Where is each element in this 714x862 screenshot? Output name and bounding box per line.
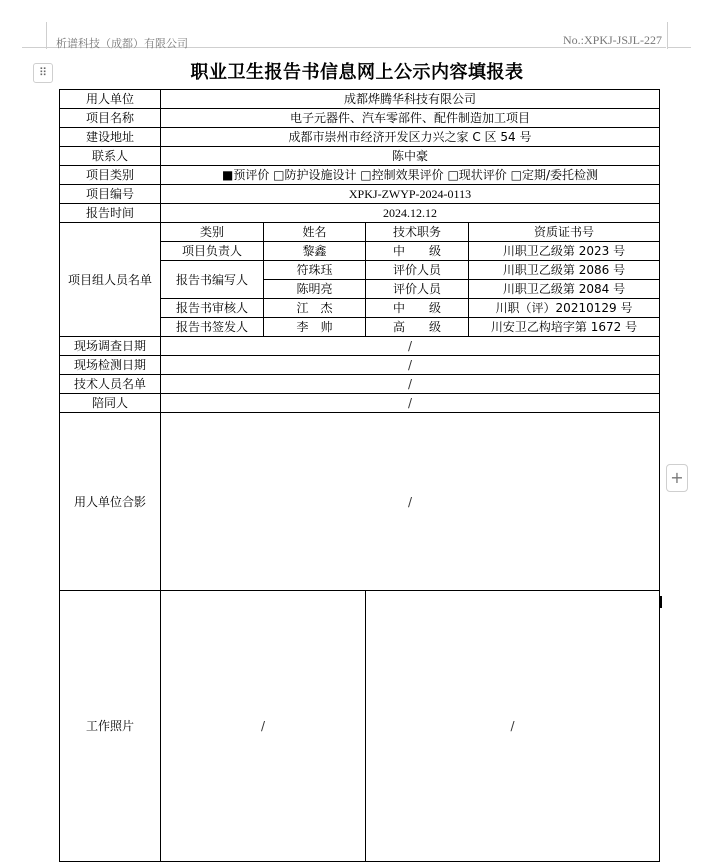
row-employer: [60, 90, 660, 109]
label-companion: 陪同人: [60, 394, 161, 413]
team-header-category: 类别: [161, 223, 264, 242]
label-survey-date: 现场调查日期: [60, 337, 161, 356]
team-header-cert: 资质证书号: [469, 223, 660, 242]
team-header-title: 技术职务: [366, 223, 469, 242]
row-project-type: [60, 166, 660, 185]
label-employer: 用人单位: [60, 90, 161, 109]
team-title[interactable]: 评价人员: [366, 261, 469, 280]
crop-mark-left: [46, 22, 47, 49]
team-cert[interactable]: 川职卫乙级第 2086 号: [469, 261, 660, 280]
row-work-photo: [60, 591, 660, 862]
team-category: 报告书签发人: [161, 318, 264, 337]
team-title[interactable]: 评价人员: [366, 280, 469, 299]
header-doc-number: No.:XPKJ-JSJL-227: [562, 33, 662, 47]
value-project-no[interactable]: XPKJ-ZWYP-2024-0113: [161, 185, 660, 204]
value-detect-date[interactable]: /: [161, 356, 660, 375]
team-cert[interactable]: 川安卫乙构培字第 1672 号: [469, 318, 660, 337]
value-work-photo-left[interactable]: /: [161, 591, 366, 862]
value-project-type-checkboxes[interactable]: ■预评价 □防护设施设计 □控制效果评价 □现状评价 □定期/委托检测: [161, 166, 660, 185]
team-header-name: 姓名: [264, 223, 366, 242]
row-survey-date: [60, 337, 660, 356]
label-project-no: 项目编号: [60, 185, 161, 204]
row-tech-staff: [60, 375, 660, 394]
value-employer[interactable]: 成都烨腾华科技有限公司: [161, 90, 660, 109]
row-group-photo: [60, 413, 660, 591]
crop-mark-right-h: [667, 47, 691, 48]
label-tech-staff: 技术人员名单: [60, 375, 161, 394]
label-address: 建设地址: [60, 128, 161, 147]
value-companion[interactable]: /: [161, 394, 660, 413]
team-cert[interactable]: 川职卫乙级第 2023 号: [469, 242, 660, 261]
value-contact[interactable]: 陈中豪: [161, 147, 660, 166]
team-name[interactable]: 陈明亮: [264, 280, 366, 299]
team-name[interactable]: 李 帅: [264, 318, 366, 337]
crop-mark-left-h: [22, 47, 48, 48]
row-team-header: [60, 223, 660, 242]
team-title[interactable]: 高 级: [366, 318, 469, 337]
drag-handle-icon[interactable]: ⠿: [33, 63, 53, 83]
label-project-type: 项目类别: [60, 166, 161, 185]
crop-mark-right: [667, 22, 668, 49]
row-project-no: [60, 185, 660, 204]
report-form-table: [59, 89, 660, 862]
team-cert[interactable]: 川职（评）20210129 号: [469, 299, 660, 318]
team-name[interactable]: 黎鑫: [264, 242, 366, 261]
row-address: [60, 128, 660, 147]
label-project-name: 项目名称: [60, 109, 161, 128]
label-contact: 联系人: [60, 147, 161, 166]
add-row-button[interactable]: +: [666, 464, 688, 492]
team-title[interactable]: 中 级: [366, 299, 469, 318]
label-group-photo: 用人单位合影: [60, 413, 161, 591]
label-detect-date: 现场检测日期: [60, 356, 161, 375]
form-title: 职业卫生报告书信息网上公示内容填报表: [190, 62, 524, 83]
row-detect-date: [60, 356, 660, 375]
value-report-date[interactable]: 2024.12.12: [161, 204, 660, 223]
value-survey-date[interactable]: /: [161, 337, 660, 356]
text-cursor: [660, 596, 662, 608]
row-contact: [60, 147, 660, 166]
value-tech-staff[interactable]: /: [161, 375, 660, 394]
value-work-photo-right[interactable]: /: [366, 591, 660, 862]
label-team-section: 项目组人员名单: [60, 223, 161, 337]
team-cert[interactable]: 川职卫乙级第 2084 号: [469, 280, 660, 299]
value-address[interactable]: 成都市崇州市经济开发区力兴之家 C 区 54 号: [161, 128, 660, 147]
value-group-photo[interactable]: /: [161, 413, 660, 591]
header-company: 析谱科技（成都）有限公司: [56, 37, 188, 50]
row-report-date: [60, 204, 660, 223]
team-name[interactable]: 符珠珏: [264, 261, 366, 280]
team-category: 项目负责人: [161, 242, 264, 261]
row-companion: [60, 394, 660, 413]
team-name[interactable]: 江 杰: [264, 299, 366, 318]
team-title[interactable]: 中 级: [366, 242, 469, 261]
label-work-photo: 工作照片: [60, 591, 161, 862]
team-category: 报告书编写人: [161, 261, 264, 299]
row-project-name: [60, 109, 660, 128]
value-project-name[interactable]: 电子元器件、汽车零部件、配件制造加工项目: [161, 109, 660, 128]
team-category: 报告书审核人: [161, 299, 264, 318]
label-report-date: 报告时间: [60, 204, 161, 223]
